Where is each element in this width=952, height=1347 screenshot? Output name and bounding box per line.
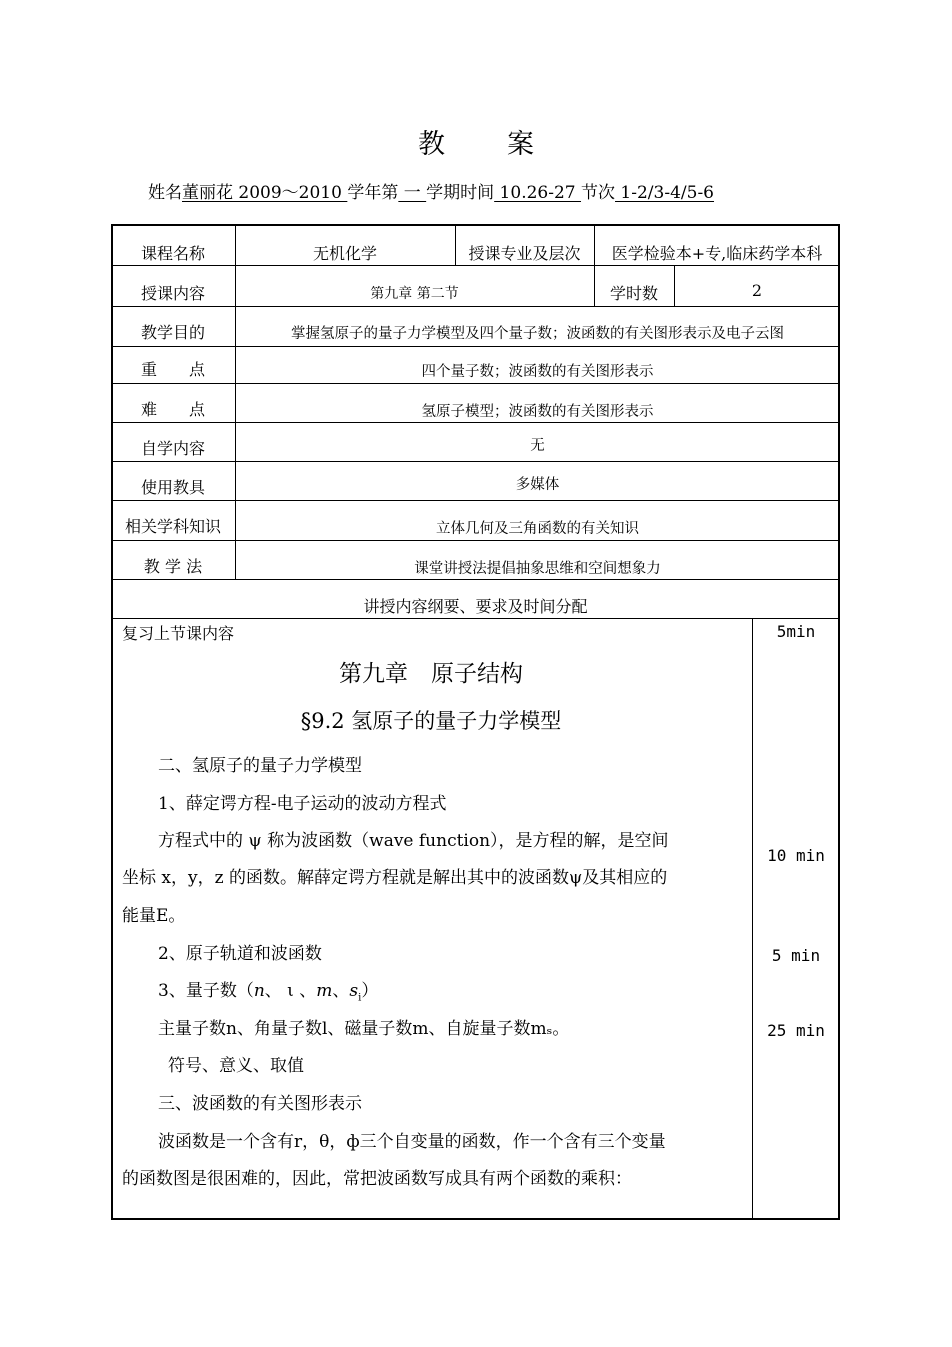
- header-meta: [148, 178, 714, 203]
- course-label: 课程名称: [140, 244, 205, 263]
- course-value: 无机化学: [312, 244, 377, 263]
- session-value: 1-2/3-4/5-6: [615, 183, 715, 203]
- row-divider: [111, 383, 840, 384]
- qn-s-sub: i: [358, 992, 362, 1004]
- goal-label: 教学目的: [140, 323, 205, 342]
- method-label: 教 学 法: [143, 557, 203, 576]
- paragraph: 坐标 x，y，z 的函数。解薛定谔方程就是解出其中的波函数ψ及其相应的: [122, 868, 668, 888]
- hours-label: 学时数: [609, 284, 658, 303]
- time-col-divider: [752, 618, 753, 1220]
- major-label: 授课专业及层次: [468, 244, 581, 263]
- tools-label: 使用教具: [140, 478, 205, 497]
- name-label: 姓名: [148, 183, 182, 203]
- key-label: 重 点: [140, 360, 205, 379]
- term-label: 学期时间: [426, 183, 495, 203]
- paragraph: 二、氢原子的量子力学模型: [158, 756, 362, 776]
- row-divider: [111, 579, 840, 580]
- row-divider: [111, 422, 840, 423]
- page-title: [0, 122, 952, 161]
- key-value: 四个量子数；波函数的有关图形表示: [421, 364, 654, 380]
- related-value: 立体几何及三角函数的有关知识: [436, 521, 639, 537]
- session-label: 节次: [581, 183, 616, 203]
- paragraph: 符号、意义、取值: [168, 1056, 304, 1076]
- paragraph: 2、原子轨道和波函数: [158, 944, 322, 964]
- qn-suffix: ）: [361, 981, 379, 1001]
- time-allocation: 25 min: [767, 1021, 825, 1040]
- paragraph: 波函数是一个含有r，θ，ф三个自变量的函数，作一个含有三个变量: [158, 1132, 666, 1152]
- school-year: 2009～2010: [233, 183, 348, 203]
- self-study-value: 无: [530, 438, 545, 454]
- review-text: 复习上节课内容: [122, 624, 235, 643]
- row-divider: [111, 540, 840, 541]
- paragraph: 的函数图是很困难的，因此，常把波函数写成具有两个函数的乘积：: [122, 1169, 632, 1189]
- year-label: 学年第: [347, 183, 399, 203]
- paragraph: 1、薛定谔方程-电子运动的波动方程式: [158, 794, 447, 814]
- time-allocation: 5 min: [771, 946, 821, 965]
- term-value: 一: [398, 183, 427, 203]
- row-divider: [111, 265, 840, 266]
- row-divider: [111, 346, 840, 347]
- qn-n: n: [253, 981, 265, 1001]
- qn-s: s: [349, 981, 359, 1001]
- row-divider: [111, 618, 840, 619]
- method-value: 课堂讲授法提倡抽象思维和空间想象力: [414, 561, 661, 577]
- content-value: 第九章 第二节: [370, 286, 459, 302]
- difficult-value: 氢原子模型；波函数的有关图形表示: [421, 404, 654, 420]
- tools-value: 多媒体: [515, 477, 560, 493]
- paragraph: 三、波函数的有关图形表示: [158, 1094, 362, 1114]
- goal-value: 掌握氢原子的量子力学模型及四个量子数；波函数的有关图形表示及电子云图: [291, 326, 784, 342]
- row-divider: [111, 500, 840, 501]
- row-divider: [111, 461, 840, 462]
- paragraph: 方程式中的 ψ 称为波函数（wave function），是方程的解，是空间: [158, 831, 669, 851]
- qn-sep: 、: [332, 981, 350, 1001]
- title-char-2: 案: [507, 129, 534, 160]
- title-char-1: 教: [418, 129, 445, 160]
- paragraph: 能量E。: [122, 906, 186, 926]
- chapter-heading: 第九章 原子结构: [339, 661, 523, 687]
- paragraph: 主量子数n、角量子数l、磁量子数m、自旋量子数mₛ。: [158, 1019, 570, 1039]
- hours-value: 2: [751, 281, 763, 300]
- related-label: 相关学科知识: [124, 517, 221, 536]
- content-label: 授课内容: [140, 284, 205, 303]
- qn-m: m: [316, 981, 333, 1001]
- time-allocation: 5min: [776, 622, 816, 641]
- section-heading: §9.2 氢原子的量子力学模型: [300, 709, 562, 733]
- row-divider: [111, 306, 840, 307]
- quantum-numbers-line: [158, 976, 378, 1003]
- time-allocation: 10 min: [767, 846, 825, 865]
- date-value: 10.26-27: [494, 183, 582, 203]
- self-study-label: 自学内容: [140, 439, 205, 458]
- qn-prefix: 3、量子数（: [158, 981, 254, 1001]
- major-value: 医学检验本+专,临床药学本科: [611, 244, 823, 263]
- difficult-label: 难 点: [140, 400, 205, 419]
- outline-header: 讲授内容纲要、要求及时间分配: [363, 597, 588, 616]
- qn-sep: 、 ι 、: [264, 981, 317, 1001]
- teacher-name: 董丽花: [182, 183, 233, 203]
